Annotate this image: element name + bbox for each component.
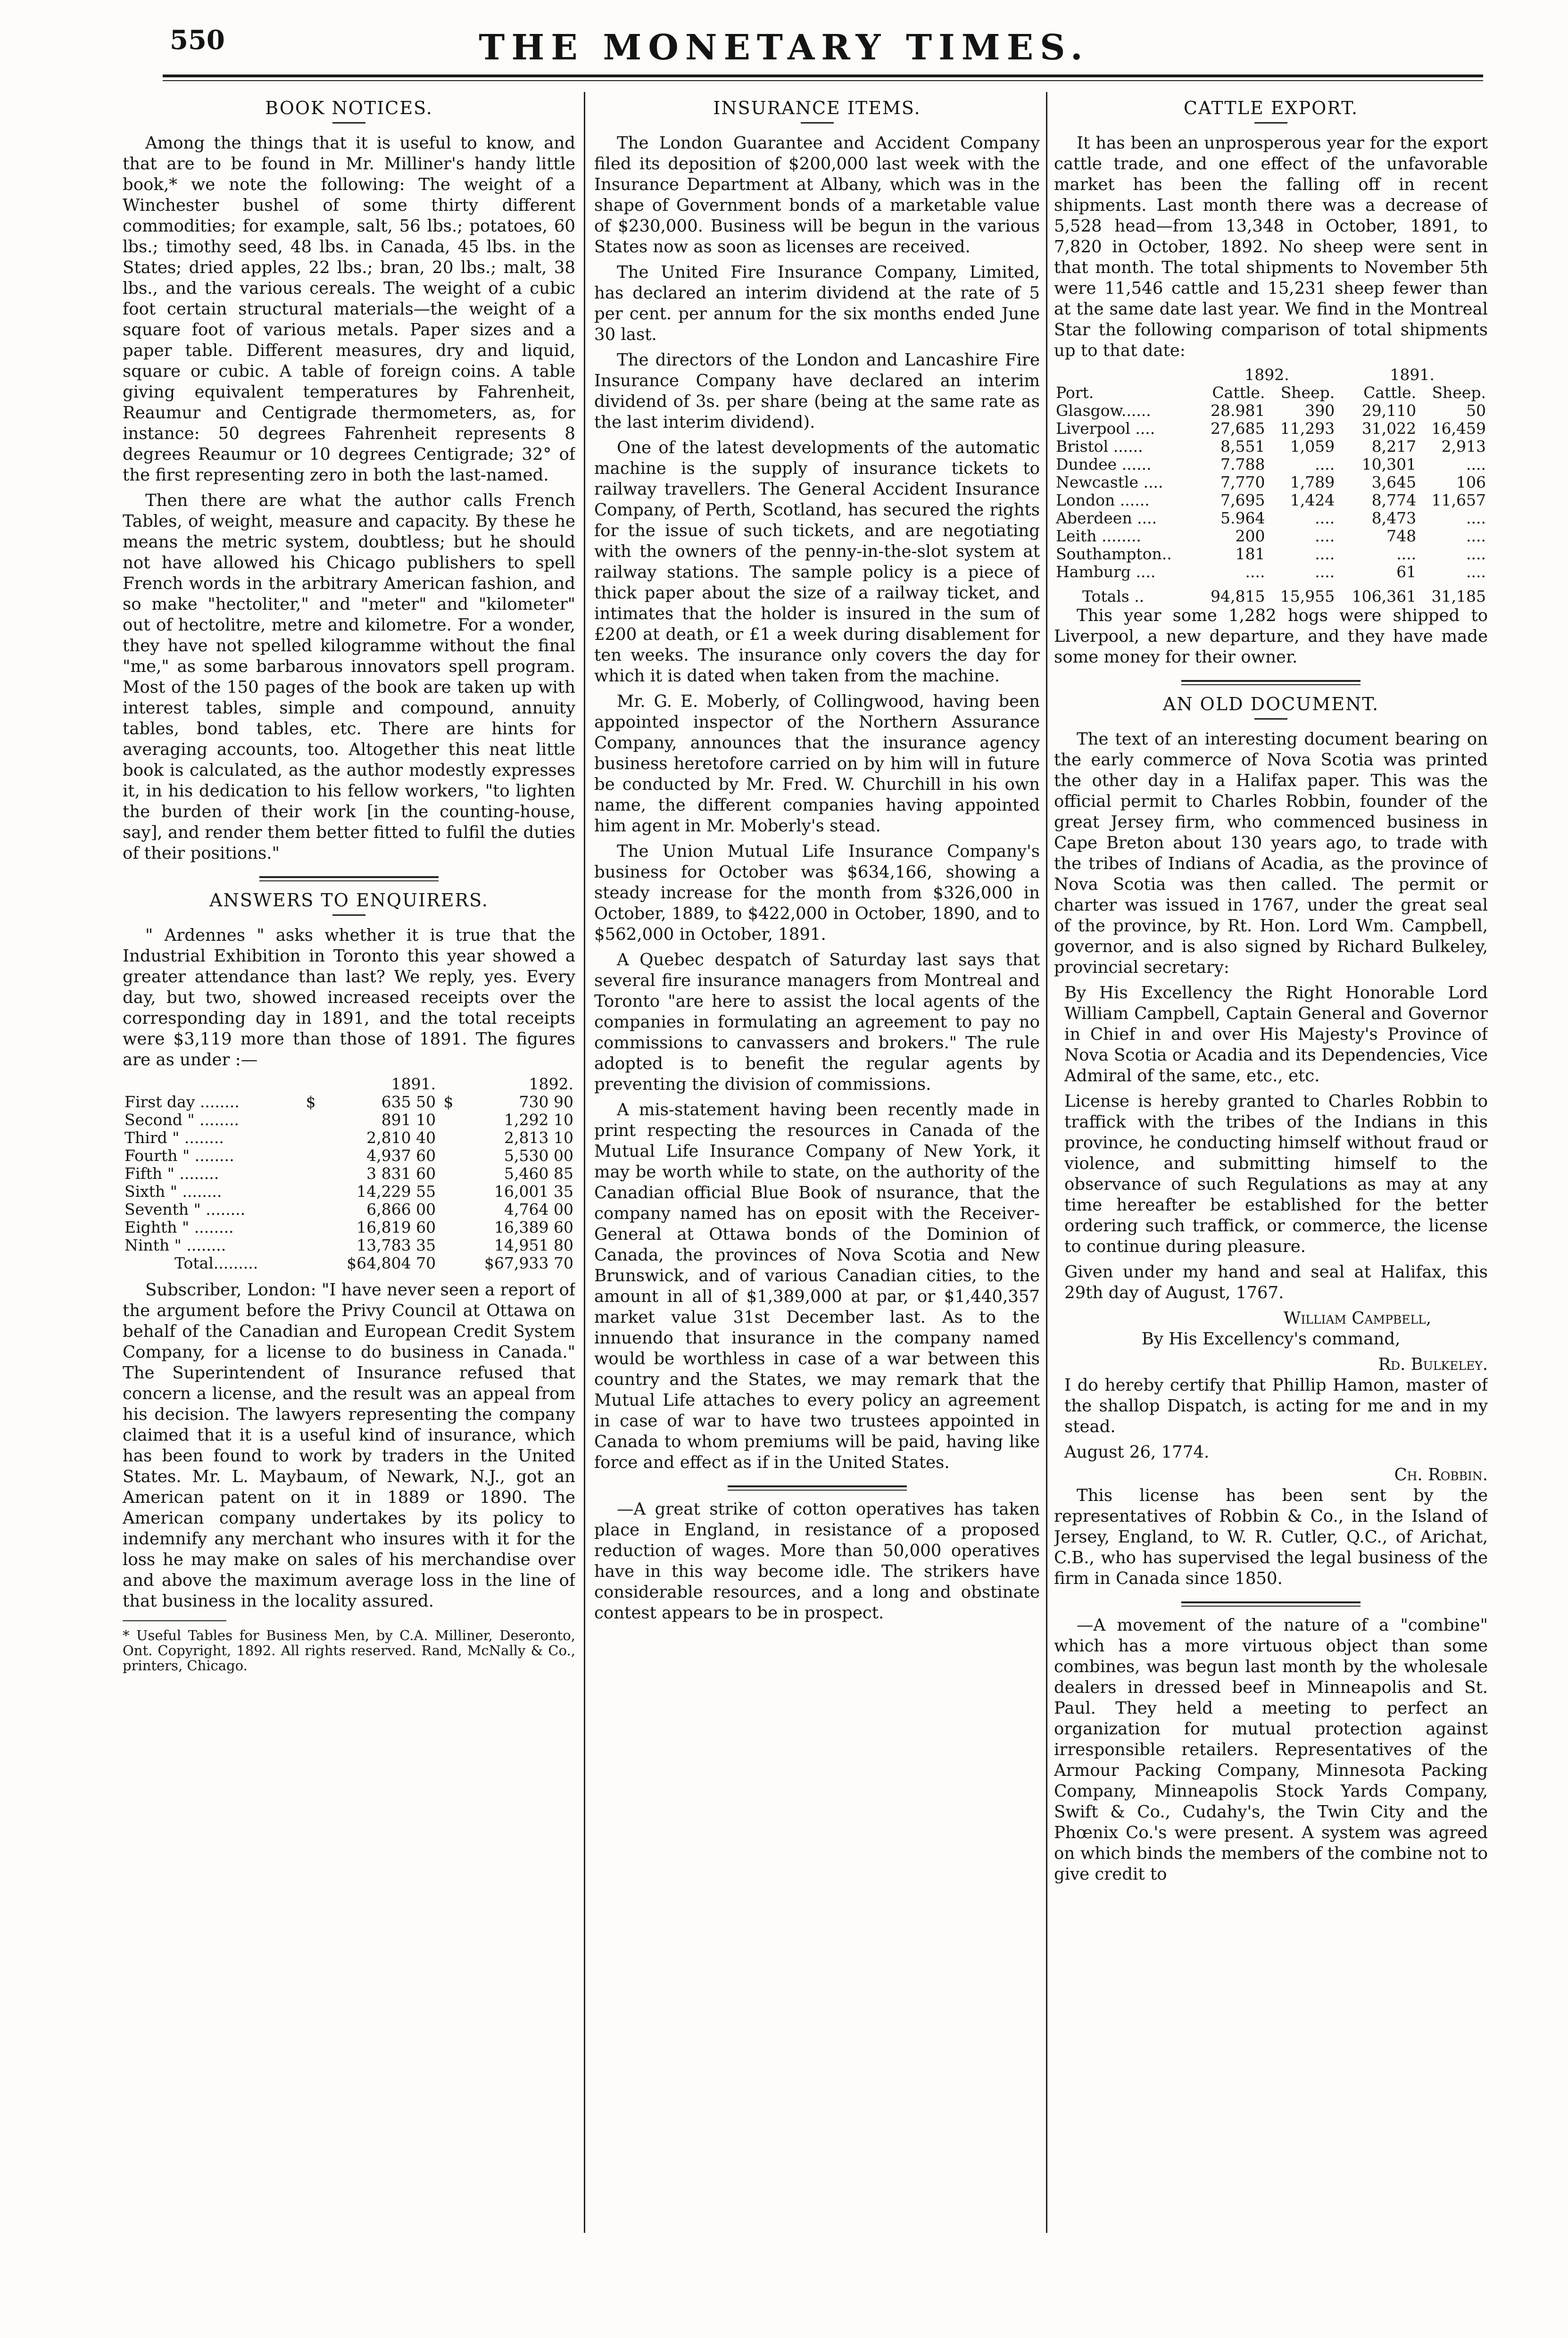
cattle-paragraph: It has been an unprosperous year for the export cattle trade, and one effect of the unfavorable market has been the falling off in recent shipments. Last month there was a decrease of 5,528 head—from 13,348 in October, 1891, to 7,820 in October, 1892. No sheep were sent in that month. The total shipments to November 5th were 11,546 cattle and 15,231 sheep fewer than at the same date last year. We find in the Montreal Star the following comparison of total shipments up to that date: [1054,133,1488,360]
value-cell: 50 [1466,401,1486,420]
strike-paragraph: —A great strike of cotton operatives has taken place in England, in resistance of a proposed reduction of wages. More than 50,000 operatives have in this way become idle. The strikers have considerable resources, and a long and obstinate contest appears to be in prospect. [594,1500,1040,1623]
currency-cell: $ [443,1093,454,1111]
year-header: 1891. [1390,365,1435,384]
value-cell: 28.981 [1210,401,1265,420]
cattle-heading: CATTLE EXPORT. [1183,98,1359,118]
table-total-row [123,1254,575,1272]
table-year-row [1054,366,1488,384]
port-cell: Aberdeen .... [1056,509,1157,527]
combine-paragraph: —A movement of the nature of a "combine" which has a more virtuous object than some combines, was begun last month by the wholesale dealers in dressed beef in Minneapolis and St. Paul. They held a meeting to perfect an organization for mutual protection against irresponsible retailers. Representatives of the Armour Packing Company, Minnesota Packing Company, Minneapolis Stock Yards Company, Swift & Co., Cudahy's, the Twin City and the Phœnix Co.'s were present. A system was agreed on which binds the members of the combine not to give credit to [1054,1616,1488,1884]
insurance-heading: INSURANCE ITEMS. [713,98,921,118]
table-row [123,1201,575,1219]
heading-rule [801,122,834,124]
value-cell: 730 90 [519,1093,573,1111]
currency-cell [300,1183,317,1201]
value-cell: 11,293 [1280,419,1335,438]
value-cell: .... [1466,509,1486,527]
column-middle [594,92,1040,2233]
day-cell: Eighth " ........ [124,1218,234,1236]
answers-paragraph: Subscriber, London: "I have never seen a report of the argument before the Privy Council at Ottawa on behalf of the Canadian and European Credit System Company, for a license to do business in Canada." The Superintendent of Insurance refused that concern a license, and the result was an appeal from his decision. The lawyers representing the company claimed that it is a useful kind of insurance, which has been found to work by traders in the United States. Mr. L. Maybaum, of Newark, N.J., got an American patent on it in 1889 or 1890. The American company undertakes by its policy to indemnify any merchant who insures with it for the loss he may make on sales of his merchandise over and above the maximum average loss in the line of that business in the locality assured. [123,1280,575,1611]
document-text: Given under my hand and seal at Halifax, this 29th day of August, 1767. [1064,1262,1488,1302]
total-cell: $67,933 70 [484,1254,573,1272]
signature: William Campbell, [1283,1309,1431,1328]
table-header-row [123,1075,575,1093]
value-cell: .... [1466,455,1486,473]
table-row [1054,509,1488,527]
value-cell: 13,783 35 [357,1236,436,1254]
port-cell: Hamburg .... [1056,563,1156,581]
document-text: By His Excellency the Right Honorable Lord William Campbell, Captain General and Governor in Chief in and over His Majesty's Province of Nova Scotia or Acadia and its Dependencies, Vice Admiral of the same, etc., etc. [1064,983,1488,1086]
value-cell: 61 [1396,563,1417,581]
book-notices-heading: BOOK NOTICES. [265,98,433,118]
table-row [1054,563,1488,581]
column-header: 1892. [529,1075,573,1093]
masthead-title: THE MONETARY TIMES. [479,27,1089,68]
value-cell: 16,389 60 [494,1218,573,1236]
value-cell: 2,810 40 [366,1128,436,1147]
table-total-row [1054,581,1488,605]
table-row [1054,402,1488,420]
total-label: Totals .. [1082,587,1145,605]
value-cell: .... [1315,509,1335,527]
cattle-shipments-table [1054,366,1488,605]
currency-cell [300,1129,317,1147]
day-cell: First day ........ [124,1093,240,1111]
table-row [123,1165,575,1183]
heading-rule [1254,122,1287,124]
value-cell: 10,301 [1361,455,1417,473]
exhibition-receipts-table [123,1075,575,1272]
value-cell: .... [1315,527,1335,545]
value-cell: 16,001 35 [494,1182,573,1201]
column-right [1054,92,1488,2233]
column-header: Cattle. [1363,383,1417,402]
currency-cell [300,1219,317,1236]
day-cell: Ninth " ........ [124,1236,226,1254]
heading-rule [332,122,365,124]
value-cell: 1,059 [1290,437,1335,456]
page-number: 550 [170,25,225,56]
value-cell: 14,229 55 [357,1182,436,1201]
value-cell: .... [1315,455,1335,473]
value-cell: 16,459 [1431,419,1486,438]
table-row [1054,527,1488,545]
currency-cell [438,1183,455,1201]
port-cell: Liverpool .... [1056,419,1155,438]
value-cell: 6,866 00 [366,1200,436,1219]
answers-heading: ANSWERS TO ENQUIRERS. [209,890,489,911]
value-cell: 1,292 10 [504,1111,573,1129]
table-row [1054,456,1488,473]
document-date: August 26, 1774. [1064,1443,1210,1462]
day-cell: Seventh " ........ [124,1200,246,1219]
currency-cell [438,1129,455,1147]
old-document-paragraph: This license has been sent by the representatives of Robbin & Co., in the Island of Jersey, England, to W. R. Cutler, Q.C., of Arichat, C.B., who has supervised the legal business of the firm in Canada since 1850. [1054,1486,1488,1588]
column-header: Sheep. [1280,383,1335,402]
currency-cell [438,1111,455,1129]
table-row [123,1129,575,1147]
value-cell: 11,657 [1431,491,1486,509]
section-divider [1181,680,1361,685]
book-notices-paragraph: Then there are what the author calls French Tables, of weight, measure and capacity. By these he means the metric system, doubtless; but he should not have allowed his Chicago publishers to spell French words in the arbitrary American fashion, and so make "hectoliter," and "meter" and "kilometer" out of hectolitre, metre and kilometre. For a wonder, they have not spelled kilogramme without the final "me," as some barbarous innovators spell program. Most of the 150 pages of the book are taken up with interest tables, simple and compound, annuity tables, bond tables, etc. There are hints for averaging accounts, too. Altogether this neat little book is calculated, as the author modestly expresses it, in his dedication to his fellow workers, "to lighten the burden of their work [in the counting-house, say], and render them better fitted to fulfil the duties of their positions." [123,491,575,863]
insurance-paragraph: The United Fire Insurance Company, Limited, has declared an interim dividend at the rate of 5 per cent. per annum for the six months ended June 30 last. [594,263,1040,344]
column-header: 1891. [391,1075,436,1093]
currency-cell [438,1201,455,1219]
table-header-row [1054,384,1488,402]
value-cell: 106 [1456,473,1486,491]
heading-rule [332,914,365,916]
port-cell: Newcastle .... [1056,473,1163,491]
currency-cell [300,1236,317,1254]
total-cell: 31,185 [1431,587,1486,605]
table-row [123,1111,575,1129]
value-cell: .... [1466,563,1486,581]
table-row [1054,473,1488,491]
table-row [1054,491,1488,509]
value-cell: 4,937 60 [366,1146,436,1165]
currency-cell: $ [306,1093,316,1111]
table-row [1054,420,1488,438]
port-cell: Bristol ...... [1056,437,1143,456]
value-cell: 16,819 60 [357,1218,436,1236]
column-header: Sheep. [1432,383,1486,402]
table-row [123,1219,575,1236]
total-label: Total......... [174,1254,258,1272]
table-row [123,1183,575,1201]
port-cell: Southampton.. [1056,545,1172,563]
total-cell: 94,815 [1210,587,1265,605]
total-cell: $64,804 70 [347,1254,436,1272]
masthead-rule-thin [163,80,1483,81]
footnote-rule [123,1620,226,1621]
port-cell: Leith ........ [1056,527,1141,545]
value-cell: 3,645 [1371,473,1417,491]
value-cell: 635 50 [381,1093,436,1111]
value-cell: 31,022 [1361,419,1417,438]
value-cell: 390 [1305,401,1335,420]
value-cell: .... [1466,545,1486,563]
currency-cell [300,1201,317,1219]
insurance-paragraph: A Quebec despatch of Saturday last says that several fire insurance managers from Montreal and Toronto "are here to assist the local agents of the companies in formulating an agreement to pay no commissions to canvassers and brokers." The rule adopted is to benefit the regular agents by preventing the division of commissions. [594,950,1040,1094]
value-cell: 7.788 [1220,455,1265,473]
currency-cell [438,1236,455,1254]
table-row [1054,438,1488,456]
column-rule-left [584,92,585,2233]
value-cell: .... [1315,563,1335,581]
value-cell: 2,813 10 [504,1128,573,1147]
section-divider [259,876,439,881]
value-cell: 5,530 00 [504,1146,573,1165]
value-cell: 8,473 [1371,509,1417,527]
port-cell: Glasgow...... [1056,401,1151,420]
value-cell: .... [1245,563,1265,581]
insurance-paragraph: The directors of the London and Lancashire Fire Insurance Company have declared an interim dividend of 3s. per share (being at the same rate as the last interim dividend). [594,350,1040,432]
day-cell: Fifth " ........ [124,1164,219,1183]
value-cell: 29,110 [1361,401,1417,420]
masthead-rule [163,75,1483,77]
column-header: Port. [1056,383,1094,402]
column-rule-right [1046,92,1047,2233]
value-cell: 5,460 85 [504,1164,573,1183]
value-cell: .... [1315,545,1335,563]
section-divider [728,1485,907,1491]
value-cell: 14,951 80 [494,1236,573,1254]
value-cell: 748 [1386,527,1417,545]
value-cell: .... [1466,527,1486,545]
currency-cell [300,1111,317,1129]
port-cell: Dundee ...... [1056,455,1152,473]
currency-cell [438,1165,455,1183]
currency-cell [438,1219,455,1236]
document-text: By His Excellency's command, [1141,1329,1401,1349]
value-cell: 3 831 60 [366,1164,436,1183]
value-cell: 181 [1235,545,1265,563]
value-cell: 5.964 [1220,509,1265,527]
value-cell: 8,217 [1371,437,1417,456]
value-cell: 1,789 [1290,473,1335,491]
day-cell: Sixth " ........ [124,1182,222,1201]
book-notices-paragraph: Among the things that it is useful to know, and that are to be found in Mr. Milliner's handy little book,* we note the following: The weight of a Winchester bushel of some thirty different commodities; for example, salt, 56 lbs.; potatoes, 60 lbs.; timothy seed, 48 lbs. in Canada, 45 lbs. in the States; dried apples, 22 lbs.; bran, 20 lbs.; malt, 38 lbs., and the various cereals. The weight of a cubic foot certain structural materials—the weight of a square foot of various metals. Paper sizes and a paper table. Different measures, dry and liquid, square or cubic. A table of foreign coins. A table giving equivalent temperatures by Fahrenheit, Reaumur and Centigrade thermometers, as, for instance: 50 degrees Fahrenheit represents 8 degrees Reaumur or 10 degrees Centigrade; 32° of the first representing zero in both the last-named. [123,133,575,485]
value-cell: 891 10 [381,1111,436,1129]
table-row [1054,545,1488,563]
value-cell: 7,695 [1220,491,1265,509]
signature: Rd. Bulkeley. [1378,1355,1488,1374]
column-left [123,92,575,2233]
answers-paragraph: " Ardennes " asks whether it is true that the Industrial Exhibition in Toronto this year showed a greater attendance than last? We reply, yes. Every day, but two, showed increased receipts over the corresponding day in 1891, and the total receipts were $3,119 more than those of 1891. The figures are as under :— [123,926,575,1070]
total-cell: 15,955 [1280,587,1335,605]
section-divider [1181,1601,1361,1607]
value-cell: 1,424 [1290,491,1335,509]
document-text: License is hereby granted to Charles Robbin to traffick with the tribes of the Indians in this province, he conducting himself without fraud or violence, and submitting himself to the observance of such Regulations as may at any time hereafter be established for the better ordering such traffick, or commerce, the license to continue during pleasure. [1064,1092,1488,1256]
total-cell: 106,361 [1352,587,1417,605]
insurance-paragraph: The London Guarantee and Accident Company filed its deposition of $200,000 last week with the Insurance Department at Albany, which was in the shape of Government bonds of a marketable value of $230,000. Business will be begun in the various States now as soon as licenses are received. [594,133,1040,257]
currency-cell [300,1165,317,1183]
value-cell: 4,764 00 [504,1200,573,1219]
value-cell: 8,774 [1371,491,1417,509]
port-cell: London ...... [1056,491,1150,509]
insurance-paragraph: One of the latest developments of the automatic machine is the supply of insurance tickets to railway travellers. The General Accident Insurance Company, of Perth, Scotland, has secured the rights for the issue of such tickets, and are negotiating with the owners of the penny-in-the-slot system at railway stations. The sample policy is a piece of thick paper about the size of a railway ticket, and intimates that the holder is insured in the sum of £200 at death, or £1 a week during disablement for ten weeks. The insurance only covers the day for which it is dated when taken from the machine. [594,438,1040,686]
table-row [123,1093,575,1111]
cattle-paragraph: This year some 1,282 hogs were shipped to Liverpool, a new departure, and they have made some money for their owner. [1054,606,1488,667]
day-cell: Third " ........ [124,1128,224,1147]
column-header: Cattle. [1212,383,1265,402]
currency-cell [438,1147,455,1165]
heading-rule [1254,718,1287,720]
document-text: I do hereby certify that Phillip Hamon, master of the shallop Dispatch, is acting for me and in my stead. [1064,1376,1488,1436]
currency-cell [300,1147,317,1165]
year-header: 1892. [1244,365,1289,384]
day-cell: Second " ........ [124,1111,239,1129]
insurance-paragraph: A mis-statement having been recently made in print respecting the resources in Canada of the Mutual Life Insurance Company of New York, it may be worth while to state, on the authority of the Canadian official Blue Book of nsurance, that the company named has on eposit with the Receiver-General at Ottawa bonds of the Dominion of Canada, the provinces of Nova Scotia and New Brunswick, and of various Canadian cities, to the amount in all of $1,389,000 at par, or $1,440,357 market value 31st December last. As to the innuendo that insurance in the company named would be worthless in case of a war between this country and the States, we may remark that the Mutual Life attaches to every policy an agreement in case of war to have two trustees appointed in Canada to whom premiums will be paid, having like force and effect as if in the United States. [594,1100,1040,1472]
value-cell: 200 [1235,527,1265,545]
signature: Ch. Robbin. [1394,1465,1488,1484]
table-row [123,1147,575,1165]
day-cell: Fourth " ........ [124,1146,234,1165]
value-cell: 7,770 [1220,473,1265,491]
table-row [123,1236,575,1254]
value-cell: 8,551 [1220,437,1265,456]
footnote: * Useful Tables for Business Men, by C.A. Milliner, Deseronto, Ont. Copyright, 1892. All rights reserved. Rand, McNally & Co., printers, Chicago. [123,1627,575,1674]
old-document-heading: AN OLD DOCUMENT. [1162,694,1379,714]
value-cell: 27,685 [1210,419,1265,438]
insurance-paragraph: Mr. G. E. Moberly, of Collingwood, having been appointed inspector of the Northern Assurance Company, announces that the insurance agency business heretofore carried on by him will in future be conducted by Mr. Fred. W. Churchill in his own name, the different companies having appointed him agent in Mr. Moberly's stead. [594,692,1040,836]
value-cell: 2,913 [1441,437,1486,456]
insurance-paragraph: The Union Mutual Life Insurance Company's business for October was $634,166, showing a steady increase for the month from $326,000 in October, 1889, to $422,000 in October, 1890, and to $562,000 in October, 1891. [594,842,1040,944]
old-document-paragraph: The text of an interesting document bearing on the early commerce of Nova Scotia was printed the other day in a Halifax paper. This was the official permit to Charles Robbin, founder of the great Jersey firm, who commenced business in Cape Breton about 130 years ago, to trade with the tribes of Indians of Acadia, as the province of Nova Scotia was then called. The permit or charter was issued in 1767, under the great seal of the province, by Rt. Hon. Lord Wm. Campbell, governor, and is also signed by Richard Bulkeley, provincial secretary: [1054,730,1488,977]
value-cell: .... [1396,545,1417,563]
